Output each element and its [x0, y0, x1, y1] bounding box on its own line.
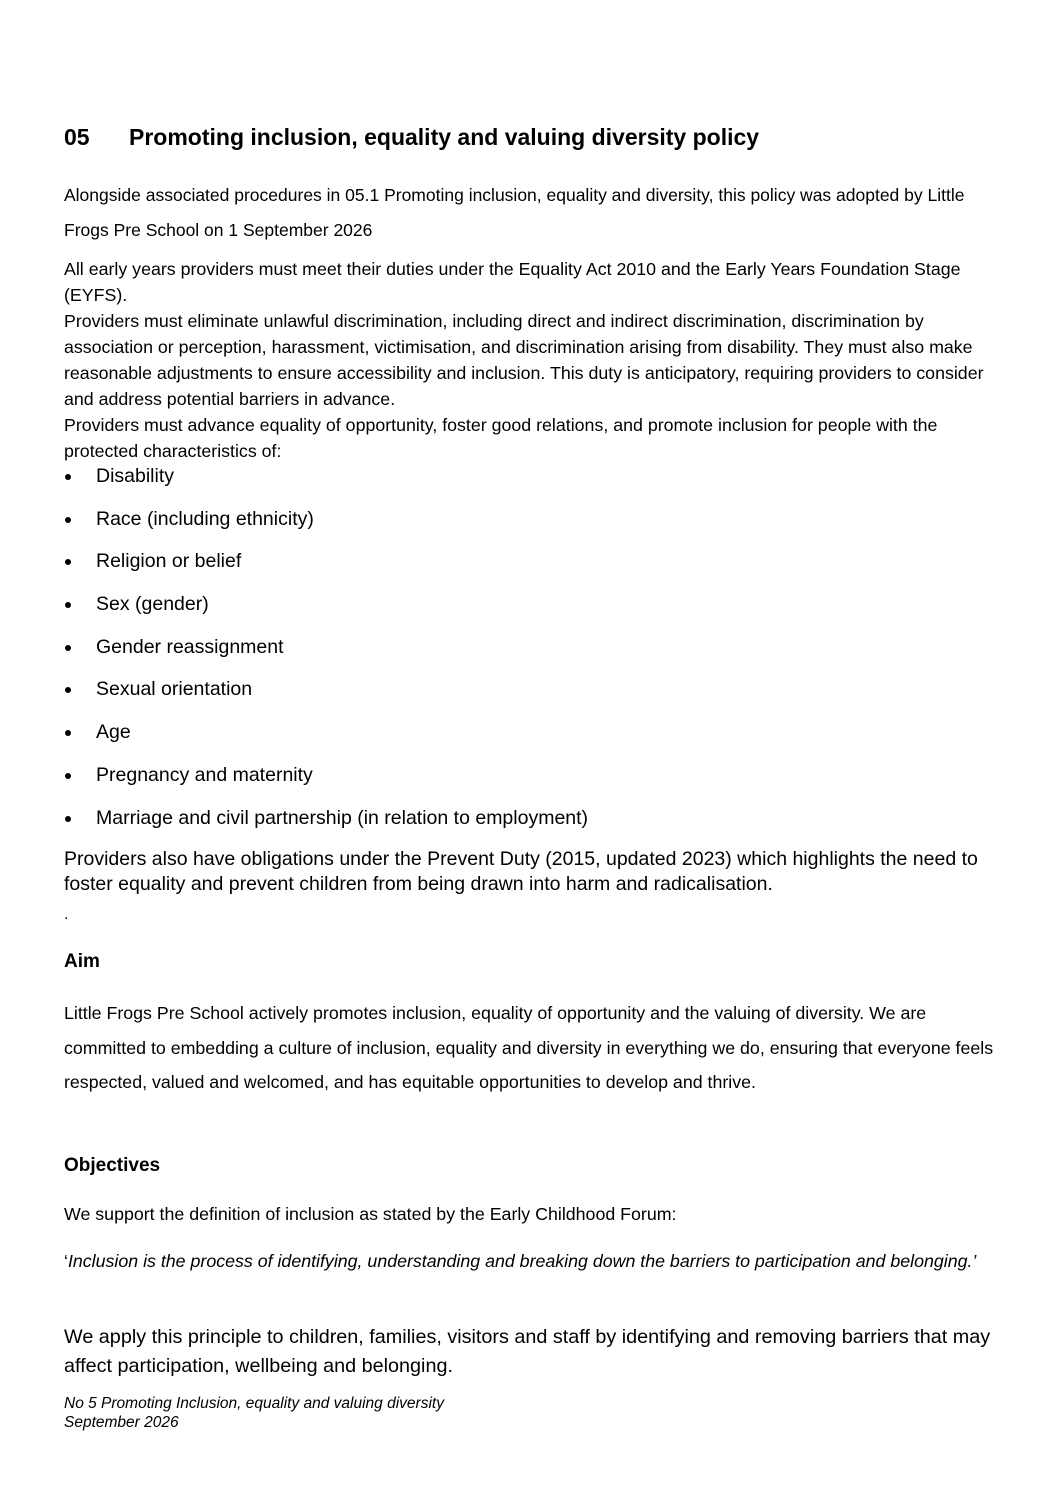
list-item: Sex (gender) — [64, 590, 588, 633]
quote-open-mark: ‘ — [64, 1251, 68, 1271]
list-item: Race (including ethnicity) — [64, 505, 588, 548]
duties-paragraph-1: All early years providers must meet their duties under the Equality Act 2010 and the Early Years Foundation Stage (EYFS). — [64, 259, 961, 305]
footer-title: No 5 Promoting Inclusion, equality and valuing diversity — [64, 1395, 444, 1412]
list-item: Religion or belief — [64, 547, 588, 590]
apply-principle-paragraph: We apply this principle to children, families, visitors and staff by identifying and removing barriers that may affect participation, wellbeing and belonging. — [64, 1326, 991, 1377]
protected-characteristics-list — [64, 462, 588, 846]
bullet-icon — [65, 517, 71, 523]
list-item: Pregnancy and maternity — [64, 761, 588, 804]
prevent-duty-paragraph: Providers also have obligations under the Prevent Duty (2015, updated 2023) which highlights the need to foster equality and prevent children from being drawn into harm and radicalisation. — [64, 848, 978, 895]
definition-intro: We support the definition of inclusion as stated by the Early Childhood Forum: — [64, 1204, 677, 1224]
quote-text: Inclusion is the process of identifying, understanding and breaking down the barriers to participation and belonging.’ — [67, 1251, 977, 1271]
duties-paragraph-2: Providers must eliminate unlawful discrimination, including direct and indirect discrimination, discrimination by association or perception, harassment, victimisation, and discrimination arising from disability. They must also make reasonable adjustments to ensure accessibility and inclusion. This duty is anticipatory, requiring providers to consider and address potential barriers in advance. — [64, 311, 984, 409]
bullet-icon — [65, 474, 71, 480]
footer-date: September 2026 — [64, 1414, 179, 1431]
list-item: Sexual orientation — [64, 675, 588, 718]
aim-paragraph: Little Frogs Pre School actively promotes inclusion, equality of opportunity and the valuing of diversity. We are committed to embedding a culture of inclusion, equality and diversity in everything we do, ensuring that everyone feels respected, valued and welcomed, and has equitable opportunities to develop and thrive. — [64, 1003, 994, 1093]
list-item: Age — [64, 718, 588, 761]
objectives-heading: Objectives — [64, 1155, 161, 1176]
bullet-icon — [65, 816, 71, 822]
duties-paragraph-3: Providers must advance equality of opportunity, foster good relations, and promote inclusion for people with the protected characteristics of: — [64, 415, 938, 461]
bullet-icon — [65, 559, 71, 565]
bullet-icon — [65, 773, 71, 779]
bullet-icon — [65, 730, 71, 736]
policy-heading — [64, 124, 759, 151]
policy-title: Promoting inclusion, equality and valuing diversity policy — [129, 124, 760, 150]
inclusion-quote — [64, 1244, 994, 1279]
list-item: Marriage and civil partnership (in relation to employment) — [64, 804, 588, 847]
list-item: Gender reassignment — [64, 633, 588, 676]
intro-paragraph: Alongside associated procedures in 05.1 Promoting inclusion, equality and diversity, this policy was adopted by Little Frogs Pre School on 1 September 2026 — [64, 185, 965, 240]
stray-dot: . — [64, 906, 69, 923]
duties-section — [64, 256, 1004, 464]
bullet-icon — [65, 687, 71, 693]
page-footer — [64, 1394, 444, 1432]
list-item: Disability — [64, 462, 588, 505]
aim-heading: Aim — [64, 951, 100, 972]
bullet-icon — [65, 602, 71, 608]
policy-number: 05 — [64, 124, 90, 150]
bullet-icon — [65, 645, 71, 651]
